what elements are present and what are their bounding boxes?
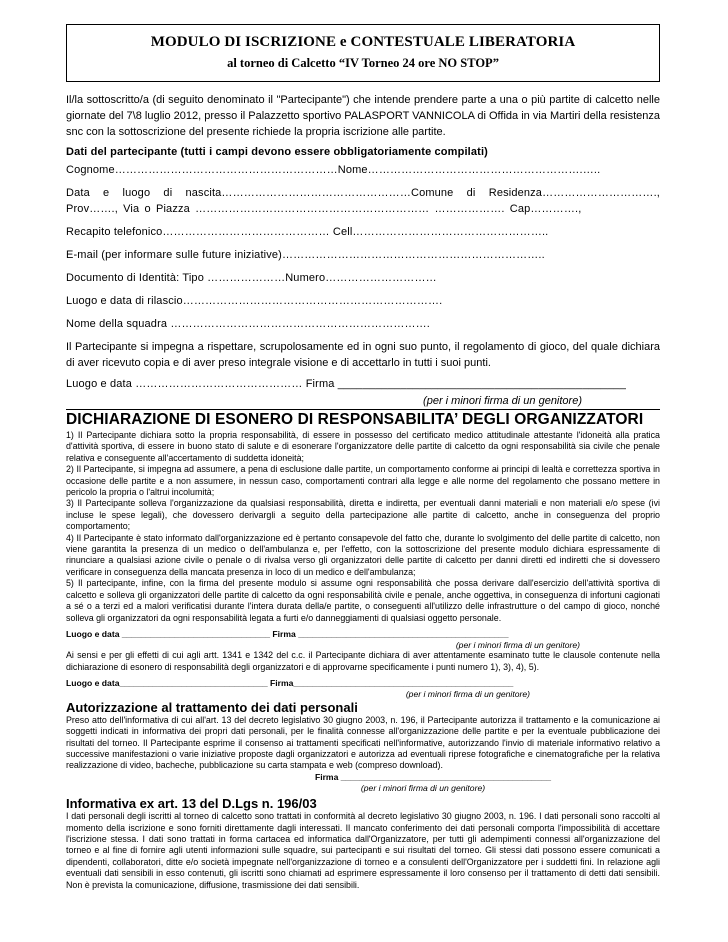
informativa-paragraph: I dati personali degli iscritti al torneo di calcetto sono trattati in conformità al decreto legislativo 30 giugno 2003, n. 196. I dati personali sono raccolti al momento della iscrizione e sono forniti direttamente dagli interessati. Il mancato conferimento dei dati personali comporta l'impossibilità di accettare l'iscrizione stessa. I dati sono trattati in forma cartacea ed informatica dall'Organizzatore, per tutti gli adempimenti connessi all'organizzazione del torneo e al fine di fornire agli utenti informazioni sulle squadre, sui partecipanti e sui risultati del torneo. Gli stessi dati possono essere comunicati a dipendenti, collaboratori, ditte e/o società impegnate nell'organizzazione di torneo e a consulenti dell'Organizzatore per i suddetti fini. In relazione agli eventuali dati sensibili in esso contenuti, gli iscritti sono chiamati ad esprimere espressamente il loro consenso per il trattamento di detti dati sensibili. Non è prevista la comunicazione, diffusione, trasmissione dei dati sensibili. [66,811,660,890]
title-box [66,24,660,82]
signature-line: Luogo e data ……………………………………… Firma ______________________________________________ [66,378,627,390]
phone-field-line: Recapito telefonico……………………………………… Cell…………………………………………….. [66,226,549,238]
waiver-item-1: 1) Il Partecipante dichiara sotto la propria responsabilità, di essere in possesso del certificato medico attitudinale attestante l'idoneità alla pratica d'attività sportiva, di essere in buono stato di salute e di esonerare l'organizzatore delle partite di calcetto da ogni responsabilità sia civile che penale relativa e conseguente all'accertamento di suddetta idoneità; [66,430,660,463]
waiver-signature-line: Luogo e data _______________________________ Firma ____________________________________________ [66,628,509,639]
informativa-heading: Informativa ex art. 13 del D.Lgs n. 196/03 [66,796,317,812]
intro-paragraph: Il/la sottoscritto/a (di seguito denominato il "Partecipante") che intende prendere parte a una o più partite di calcetto nelle giornate del 7\8 luglio 2012, presso il Palazzetto sportivo PALASPORT VANNICOLA di Offida in via Martiri della resistenza snc con la sottoscrizione del presente richiede la propria iscrizione alle partite. [66,94,660,138]
privacy-paragraph: Preso atto dell'informativa di cui all'art. 13 del decreto legislativo 30 giugno 2003, n. 196, il Partecipante autorizza il trattamento e la comunicazione ai soggetti indicati in informativa dei propri dati personali, per le finalità connesse all'organizzazione delle partite e per la eventuale pubblicazione dei risultati del torneo. Il Partecipante esprime il consenso ai trattamenti specificati nell'informative, autorizzando l'invio di materiale informativo relativo a successive manifestazioni o varie iniziative proposte dagli organizzatori e autorizza ad eventuali riprese fotografiche e cinematografiche per la relativa realizzazione di video, bacheche, pubblicazione su carta stampata e web (compreso download). [66,714,660,771]
name-field-line: Cognome……………………………………………………Nome………………………………………………….….. [66,164,601,176]
waiver-minor-note: (per i minori firma di un genitore) [455,639,580,650]
privacy-minor-note: (per i minori firma di un genitore) [360,782,486,793]
waiver-item-4: 4) Il Partecipante è stato informato dall'organizzazione ed è pertanto consapevole del fatto che, durante lo svolgimento del delle partite di calcetto, non viene garantita la presenza di un medico o dell'ambulanza e, per l'effetto, con la sottoscrizione del presente modulo dichiara espressamente di rinunciare a qualsiasi azione civile o penale o di rivalsa verso gli organizzatori delle partite di calcetto per danni diretti ed indiretti che si dovessero verificare in conseguenza della mancata presenza in loco di un medico e dell'ambulanza; [66,532,660,577]
waiver-item-2: 2) Il Partecipante, si impegna ad assumere, a pena di esclusione dalle partite, un comportamento conforme ai principi di lealtà e correttezza sportiva in occasione delle partite e a non assumere, in nessun caso, comportamenti contrari alla legge e alle norme del regolamento che possano mettere in pericolo la propria o l'altrui incolumità; [66,464,660,498]
waiver-heading: DICHIARAZIONE DI ESONERO DI RESPONSABILITA’ DEGLI ORGANIZZATORI [66,409,660,428]
privacy-heading: Autorizzazione al trattamento dei dati personali [66,699,358,715]
team-name-field-line: Nome della squadra ……………………………………………………………. [66,318,431,330]
document-body [66,92,660,891]
email-field-line: E-mail (per informare sulle future iniziative)…………………………………………………………….. [66,249,545,261]
approval-signature-line: Luogo e data_______________________________ Firma______________________________________________ [66,678,514,689]
commitment-paragraph: Il Partecipante si impegna a rispettare, scrupolosamente ed in ogni suo punto, il regolamento di gioco, del quale dichiara di aver ricevuto copia e di aver preso integrale visione e di accettarlo in tutti i suoi punti. [66,341,660,369]
privacy-signature-line: Firma ____________________________________________ [314,771,552,782]
document-subtitle: al torneo di Calcetto “IV Torneo 24 ore NO STOP” [227,56,499,70]
birth-residence-field-line: Data e luogo di nascita……………………………………………Comune di Residenza…………………………., Prov……., Via o Piazza ……………………………………………………… ………………. Cap…………., [66,187,660,215]
participant-heading: Dati del partecipante (tutti i campi devono essere obbligatoriamente compilati) [66,146,488,158]
clause-approval-paragraph: Ai sensi e per gli effetti di cui agli artt. 1341 e 1342 del c.c. il Partecipante dichiara di aver attentamente esaminato tutte le clausole contenute nella dichiarazione di esonero di responsabilità degli organizzatori e di approvarne specificamente i punti numero 1), 3), 4), 5). [66,650,660,672]
document-id-field-line: Documento di Identità: Tipo …………………Numero………………………… [66,272,437,284]
approval-minor-note: (per i minori firma di un genitore) [405,689,530,700]
waiver-item-3: 3) Il Partecipante solleva l'organizzazione da qualsiasi responsabilità, diretta e indiretta, per eventuali danni materiali e non materiali e/o spese (ivi incluse le spese legali), che dovessero derivargli a seguito della partecipazione alle partite di calcetto, anche in conseguenza del proprio comportamento; [66,498,660,532]
release-place-date-field-line: Luogo e data di rilascio……………………………………………………………. [66,295,443,307]
waiver-item-5: 5) Il partecipante, infine, con la firma del presente modulo si assume ogni responsabilità che possa derivare dall'esercizio dell'attività sportiva di calcetto e solleva gli organizzatori delle partite di calcetto da ogni responsabilità civile e penale, anche oggettiva, in conseguenza di infortuni cagionati a sé o a terzi ed a malori verificatisi durante l'intera durata della/e partite, o conseguenti all'utilizzo delle infrastrutture o del campo di gioco, nonché solleva gli organizzatori da ogni responsabilità legata a furti e/o danneggiamenti di qualsiasi oggetto personale. [66,578,660,623]
minor-signature-note: (per i minori firma di un genitore) [423,395,582,407]
document-title: MODULO DI ISCRIZIONE e CONTESTUALE LIBERATORIA [150,34,576,50]
